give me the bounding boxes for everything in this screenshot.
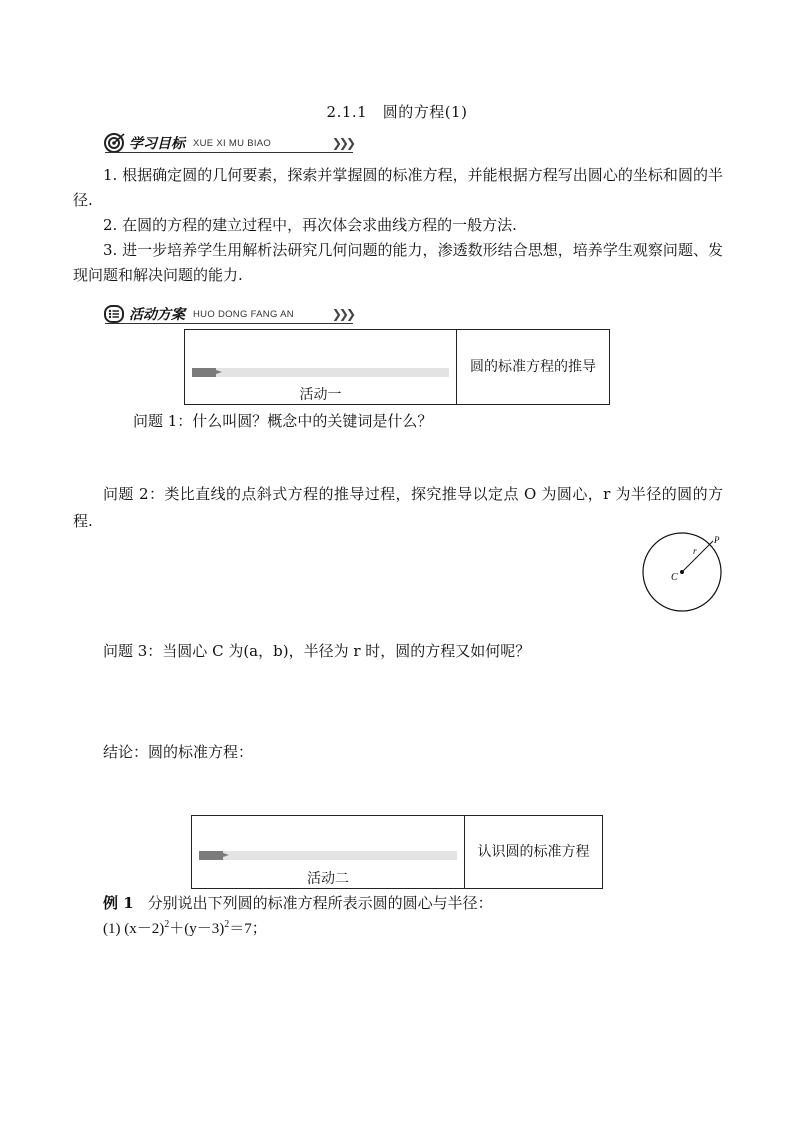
example-1-text: 分别说出下列圆的标准方程所表示圆的圆心与半径： <box>147 894 493 912</box>
equation-1: (1) $(x-2)^2+(y-3)^2=7$； <box>103 919 267 937</box>
question-3: 问题 3：当圆心 C 为(a，b)，半径为 r 时，圆的方程又如何呢？ <box>103 642 531 660</box>
activity2-box <box>191 815 603 889</box>
activity-plan-banner <box>103 302 353 326</box>
plan-heading: 活动方案 <box>129 307 185 323</box>
goals-pinyin: XUE XI MU BIAO <box>193 137 272 149</box>
point-label: P <box>714 535 720 545</box>
conclusion: 结论：圆的标准方程： <box>103 743 254 761</box>
target-icon <box>103 132 125 154</box>
center-label: C <box>671 572 678 583</box>
chevron-icon: ❯❯❯ <box>331 136 353 150</box>
radius-line <box>682 541 713 572</box>
activity1-topic: 圆的标准方程的推导 <box>470 359 596 375</box>
goal-item-2: 2. 在圆的方程的建立过程中，再次体会求曲线方程的一般方法. <box>103 216 517 234</box>
chevron-icon: ❯❯❯ <box>331 307 353 321</box>
example-1 <box>103 892 493 913</box>
radius-label: r <box>693 546 697 556</box>
activity1-box <box>184 329 610 405</box>
progress-bar <box>192 368 449 377</box>
page-title: 2.1.1 圆的方程(1) <box>326 103 468 121</box>
plan-pinyin: HUO DONG FANG AN <box>193 308 294 320</box>
goal-item-3: 3. 进一步培养学生用解析法研究几何问题的能力，渗透数形结合思想，培养学生观察问题、发现问题和解决问题的能力. <box>73 241 723 284</box>
goals-heading: 学习目标 <box>129 136 185 152</box>
activity1-label: 活动一 <box>299 387 342 403</box>
question-2: 问题 2：类比直线的点斜式方程的推导过程，探究推导以定点 O 为圆心，r 为半径的圆的方程. <box>73 485 723 530</box>
learning-goals-banner <box>103 131 353 155</box>
list-icon <box>103 303 125 325</box>
center-point <box>680 570 684 574</box>
activity2-label: 活动二 <box>307 871 349 887</box>
example-1-label: 例 1 <box>103 894 134 912</box>
question-1: 问题 1：什么叫圆？概念中的关键词是什么？ <box>133 412 433 430</box>
progress-bar <box>199 851 457 860</box>
activity2-topic: 认识圆的标准方程 <box>477 844 590 860</box>
circle-figure <box>636 530 726 614</box>
goal-item-1: 1. 根据确定圆的几何要素，探索并掌握圆的标准方程，并能根据方程写出圆心的坐标和圆的半径. <box>73 166 723 209</box>
